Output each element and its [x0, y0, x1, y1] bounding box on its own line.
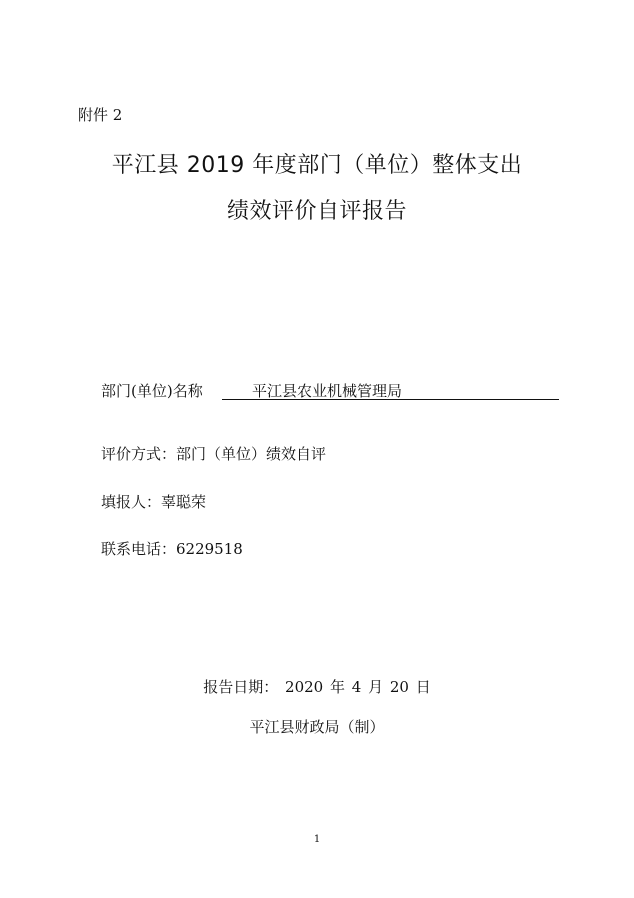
contact-phone: 联系电话：6229518: [101, 540, 243, 558]
page-number: 1: [313, 834, 321, 845]
report-title-line-2: 绩效评价自评报告: [226, 199, 407, 224]
department-name-field: [222, 380, 559, 400]
department-name-value: 平江县农业机械管理局: [252, 382, 403, 400]
report-date: 报告日期： 2020 年 4 月 20 日: [203, 678, 431, 696]
evaluation-method: 评价方式：部门（单位）绩效自评: [101, 445, 327, 463]
attachment-label: 附件 2: [78, 106, 123, 124]
report-title-line-1: 平江县 2019 年度部门（单位）整体支出: [111, 153, 523, 178]
filled-by: 填报人：辜聪荣: [101, 493, 207, 511]
department-name-label: 部门(单位)名称: [101, 382, 203, 400]
issuer: 平江县财政局（制）: [249, 718, 385, 736]
